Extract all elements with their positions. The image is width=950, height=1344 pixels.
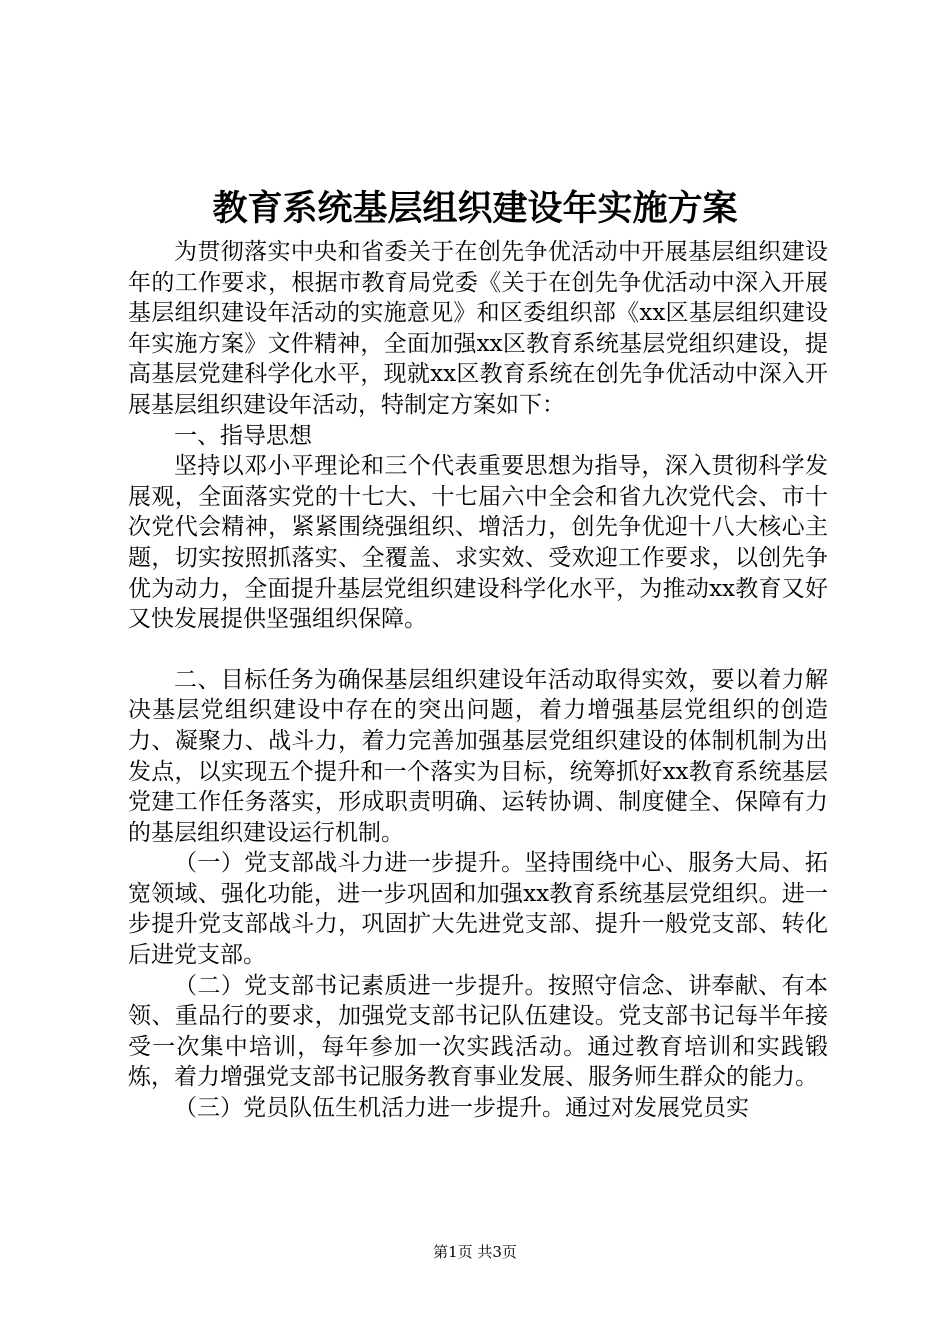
page-number: 第1页 共3页 <box>433 1243 517 1261</box>
paragraph-guiding-ideology: 坚持以邓小平理论和三个代表重要思想为指导，深入贯彻科学发展观，全面落实党的十七大、十七届六中全会和省九次党代会、市十次党代会精神，紧紧围绕强组织、增活力，创先争优迎十八大核心主题，切实按照抓落实、全覆盖、求实效、受欢迎工作要求，以创先争优为动力，全面提升基层党组织建设科学化水平，为推动xx教育又好又快发展提供坚强组织保障。 <box>128 453 828 633</box>
heading-guiding-ideology: 一、指导思想 <box>174 422 312 449</box>
paragraph-goals-tasks: 二、目标任务为确保基层组织建设年活动取得实效，要以着力解决基层党组织建设中存在的突出问题，着力增强基层党组织的创造力、凝聚力、战斗力，着力完善加强基层党组织建设的体制机制为出发点，以实现五个提升和一个落实为目标，统筹抓好xx教育系统基层党建工作任务落实，形成职责明确、运转协调、制度健全、保障有力的基层组织建设运行机制。 <box>128 666 828 846</box>
paragraph-intro: 为贯彻落实中央和省委关于在创先争优活动中开展基层组织建设年的工作要求，根据市教育局党委《关于在创先争优活动中深入开展基层组织建设年活动的实施意见》和区委组织部《xx区基层组织建设年实施方案》文件精神，全面加强xx区教育系统基层党组织建设，提高基层党建科学化水平，现就xx区教育系统在创先争优活动中深入开展基层组织建设年活动，特制定方案如下： <box>128 239 828 418</box>
paragraph-item-3: （三）党员队伍生机活力进一步提升。通过对发展党员实 <box>174 1095 749 1122</box>
document-body <box>128 237 828 1124</box>
paragraph-item-2: （二）党支部书记素质进一步提升。按照守信念、讲奉献、有本领、重品行的要求，加强党支部书记队伍建设。党支部书记每半年接受一次集中培训，每年参加一次实践活动。通过教育培训和实践锻炼，着力增强党支部书记服务教育事业发展、服务师生群众的能力。 <box>128 972 828 1091</box>
paragraph-item-1: （一）党支部战斗力进一步提升。坚持围绕中心、服务大局、拓宽领域、强化功能，进一步巩固和加强xx教育系统基层党组织。进一步提升党支部战斗力，巩固扩大先进党支部、提升一般党支部、转化后进党支部。 <box>128 850 828 969</box>
document-title: 教育系统基层组织建设年实施方案 <box>212 188 738 229</box>
